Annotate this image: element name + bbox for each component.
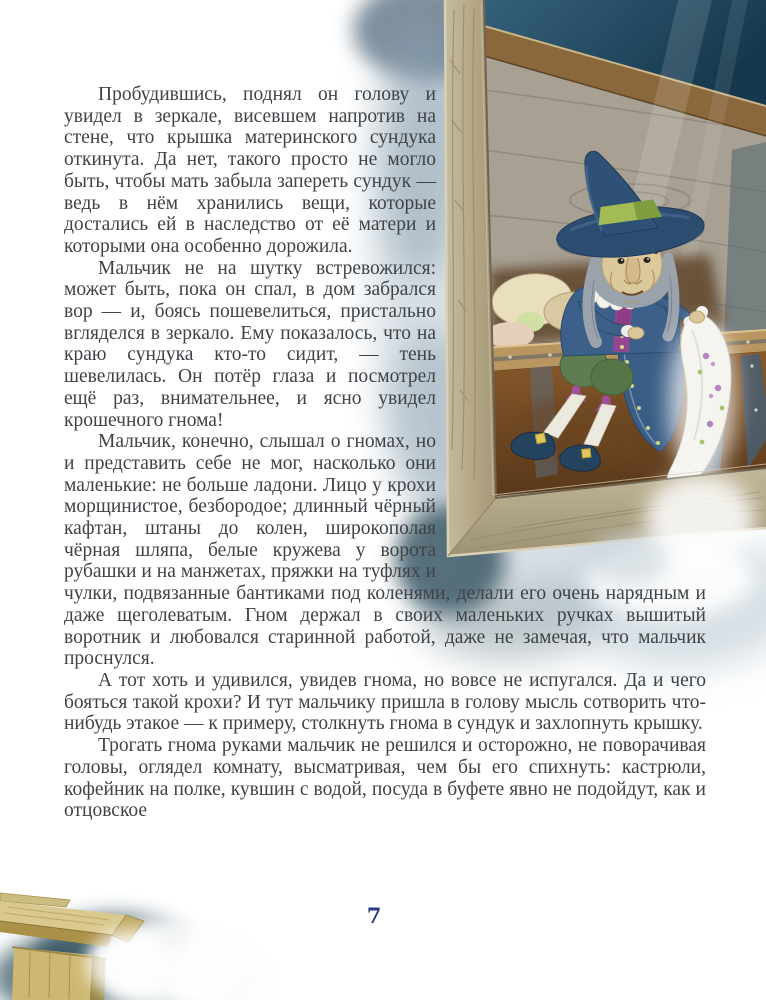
paragraph: Мальчик, конечно, слышал о гномах, но и представить себе не мог, насколько они маленькие: не больше ладони. Лицо у крохи морщинистое, безбородое; длинный чёрный кафтан, штаны до колен, широкополая чёрная шляпа, белые кружева у ворота рубашки и на манжетах, пряжки на туфлях и чулки, подвязанные бантиками под коленями, делали его очень нарядным и даже щеголеватым. Гном держал в своих маленьких ручках вышитый воротник и любовался старинной работой, даже не замечая, что мальчик проснулся. — [64, 431, 706, 670]
illustration-spacer — [436, 84, 706, 583]
page-number: 7 — [366, 903, 382, 928]
paragraph: Пробудившись, поднял он голову и увидел в зеркале, висевшем напротив на стене, что крышка материнского сундука откинута. Да нет, такого просто не могло быть, чтобы мать забыла запереть сундук — ведь в нём хранились вещи, которые достались ей в наследство от её матери и которыми она особенно дорожила. — [64, 84, 436, 257]
table-corner-illustration — [0, 855, 250, 1000]
paragraph: Трогать гнома руками мальчик не решился и осторожно, не поворачивая головы, оглядел комнату, высматривая, чем бы его спихнуть: кастрюли, кофейник на полке, кувшин с водой, посуда в буфете явно не подойдут, как и отцовское — [64, 735, 706, 822]
paragraph: Мальчик не на шутку встревожился: может быть, пока он спал, в дом забрался вор — и, боясь пошевелиться, пристально вгляделся в зеркало. Ему показалось, что на краю сундука кто-то сидит, — тень шевелилась. Он потёр глаза и посмотрел ещё раз, внимательнее, и ясно увидел крошечного гнома! — [64, 257, 436, 431]
white-mist-front — [87, 930, 177, 1000]
story-text — [64, 84, 706, 822]
paragraph: А тот хоть и удивился, увидев гнома, но вовсе не испугался. Да и чего бояться такой крохи? И тут мальчику пришла в голову мысль сотворить что-нибудь этакое — к примеру, столкнуть гнома в сундук и захлопнуть крышку. — [64, 669, 706, 735]
